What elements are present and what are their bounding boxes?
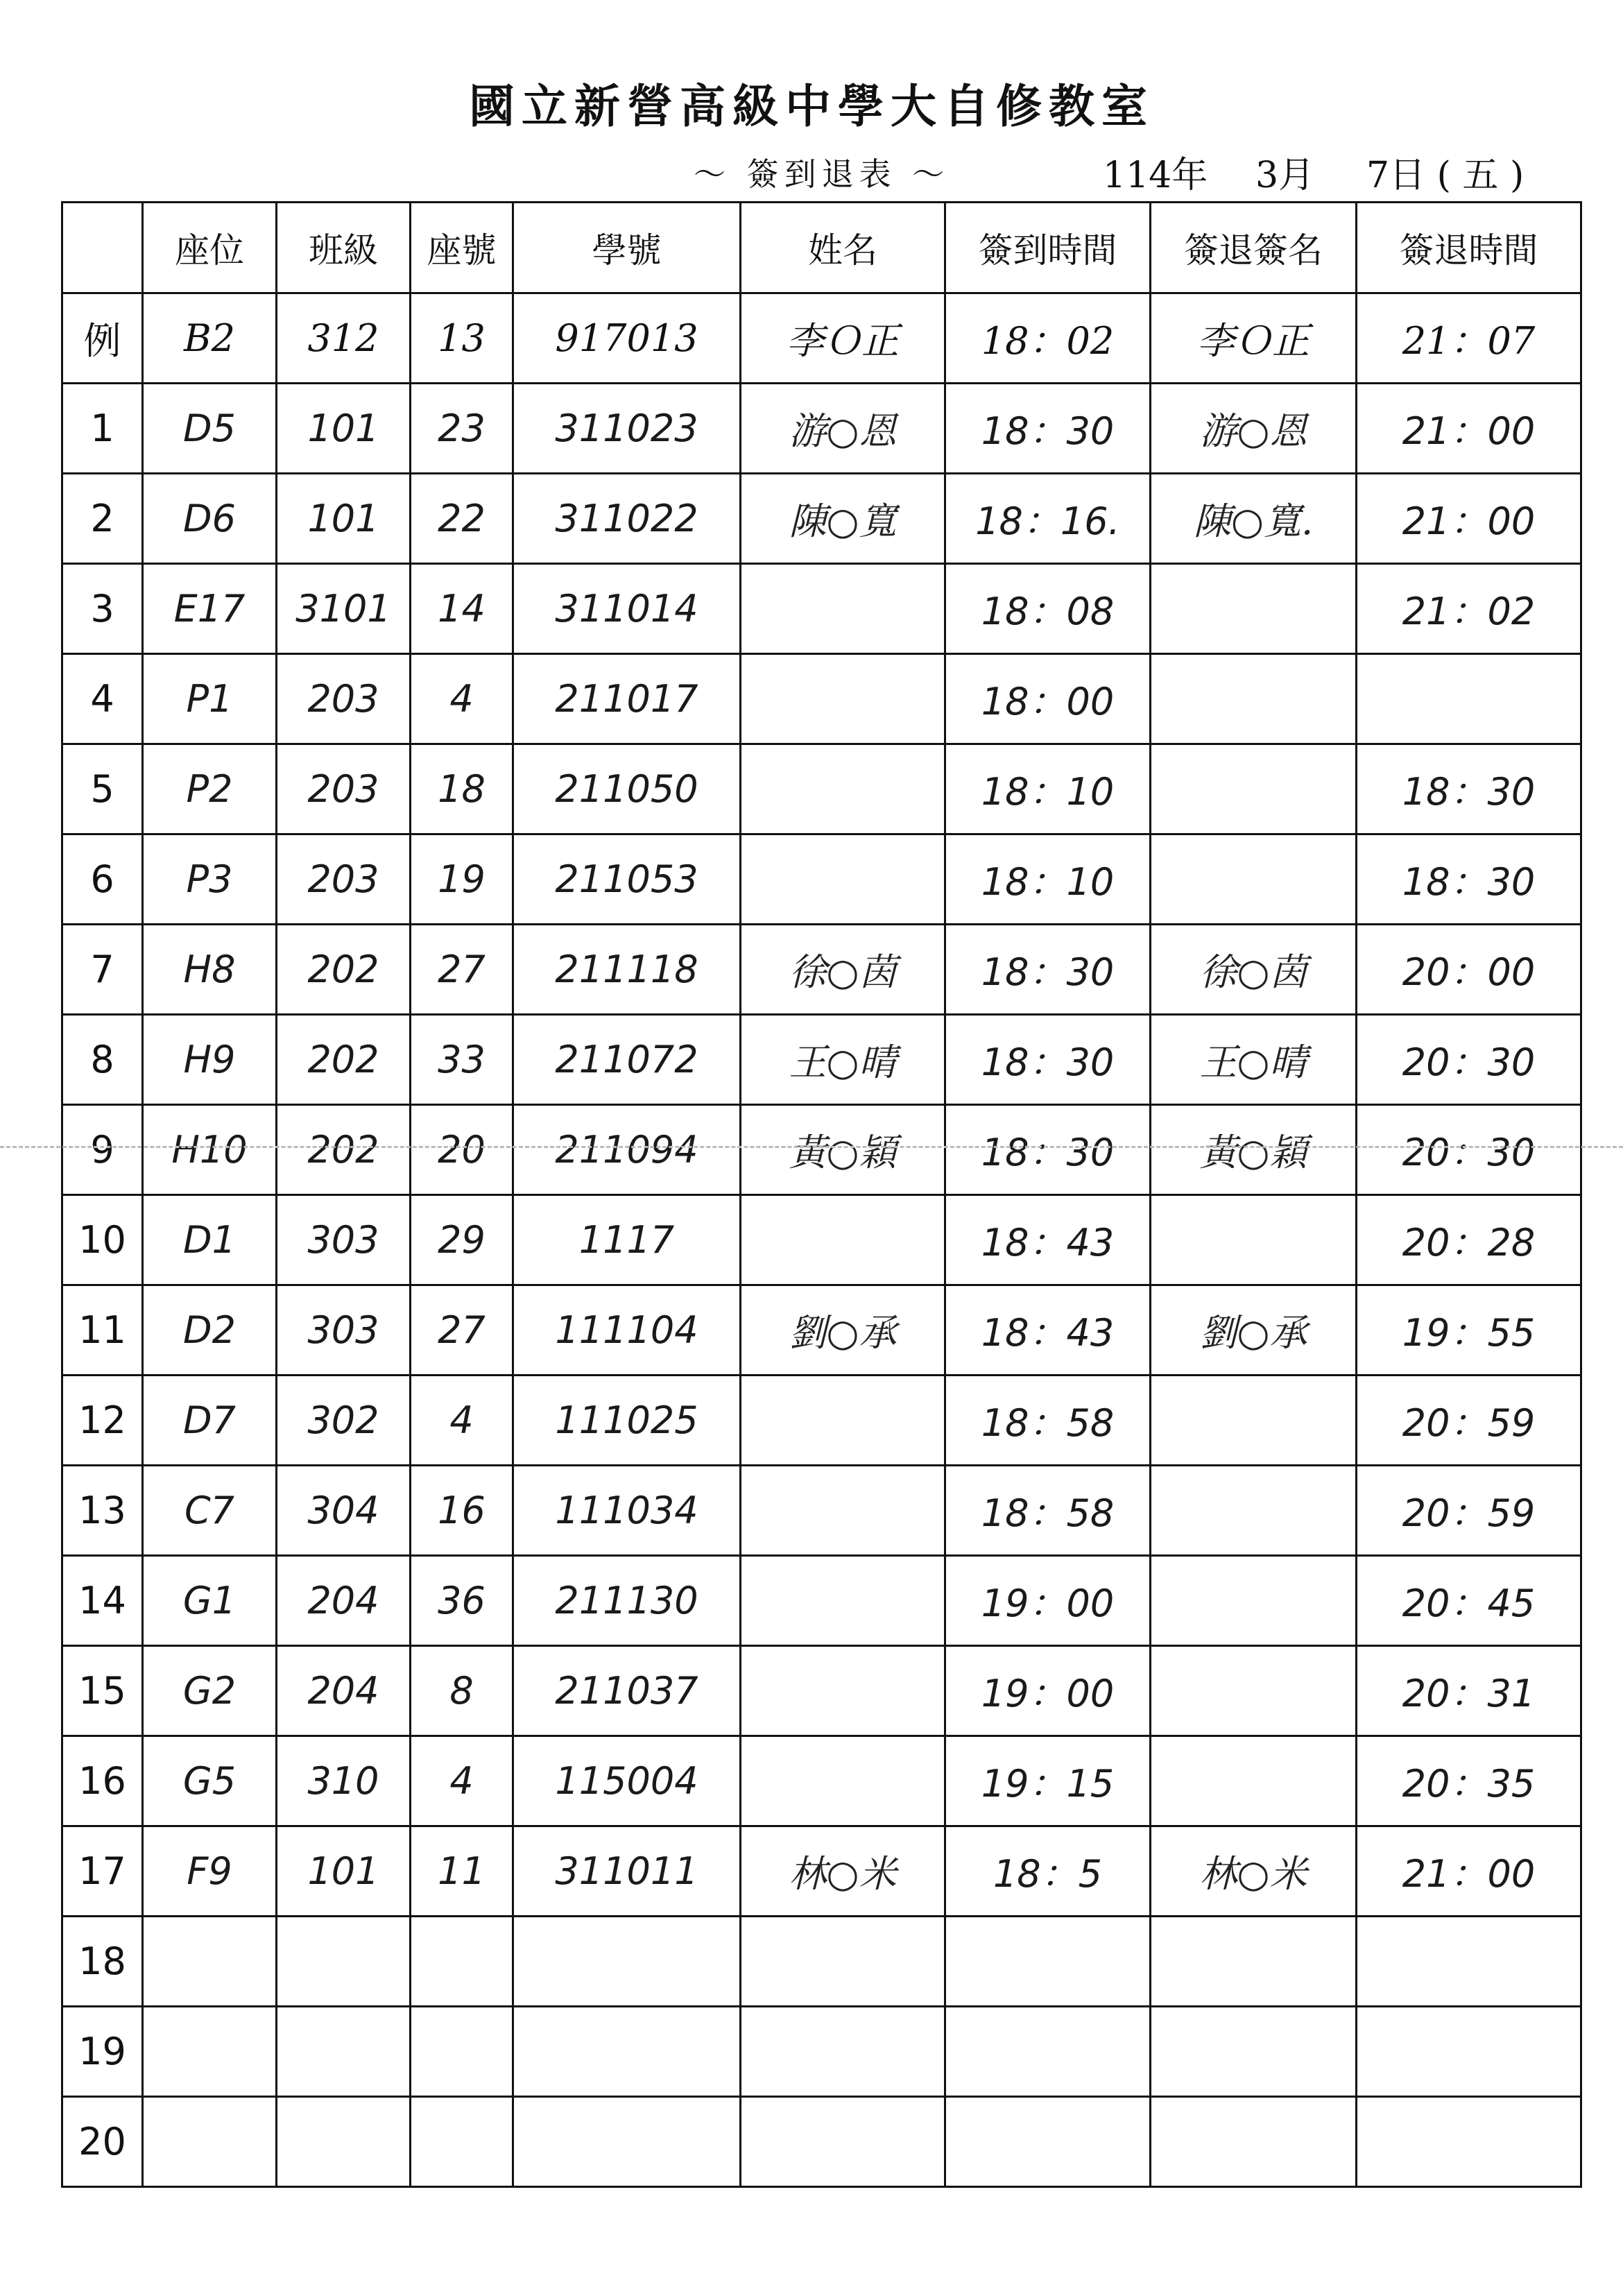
student-id-cell: 311023	[513, 384, 741, 474]
seat-cell: D7	[143, 1376, 277, 1466]
student-id-cell: 211072	[513, 1015, 741, 1105]
student-id-cell: 111025	[513, 1376, 741, 1466]
out-time-cell: 20：00	[1357, 925, 1581, 1015]
row-number: 1	[62, 384, 143, 474]
out-time-cell: 18：30	[1357, 834, 1581, 925]
out-sign-cell	[1151, 564, 1357, 654]
row-number: 16	[62, 1736, 143, 1826]
student-id-cell: 211094	[513, 1105, 741, 1195]
out-time-cell: 18：30	[1357, 744, 1581, 834]
class-cell: 303	[277, 1285, 411, 1376]
seat-cell: H8	[143, 925, 277, 1015]
table-row	[62, 564, 1581, 654]
class-cell: 204	[277, 1556, 411, 1646]
seat-no-cell: 4	[411, 1736, 513, 1826]
out-time-cell: 20：35	[1357, 1736, 1581, 1826]
row-number: 11	[62, 1285, 143, 1376]
class-cell: 303	[277, 1195, 411, 1285]
class-cell: 202	[277, 1105, 411, 1195]
seat-no-cell: 22	[411, 474, 513, 564]
col-header-out-time: 簽退時間	[1357, 203, 1581, 293]
attendance-table	[61, 201, 1582, 2188]
table-row	[62, 2007, 1581, 2097]
class-cell: 304	[277, 1466, 411, 1556]
class-cell: 203	[277, 744, 411, 834]
name-cell	[741, 744, 945, 834]
in-time-cell: 18：43	[945, 1285, 1151, 1376]
row-number: 7	[62, 925, 143, 1015]
row-number: 13	[62, 1466, 143, 1556]
seat-cell: P1	[143, 654, 277, 744]
row-number: 15	[62, 1646, 143, 1736]
out-time-cell: 20：59	[1357, 1466, 1581, 1556]
col-header-seat: 座位	[143, 203, 277, 293]
seat-no-cell: 27	[411, 1285, 513, 1376]
seat-no-cell	[411, 1917, 513, 2007]
name-cell	[741, 1376, 945, 1466]
date-month: 3月	[1255, 155, 1315, 196]
out-time-cell: 20：59	[1357, 1376, 1581, 1466]
class-cell: 101	[277, 1826, 411, 1917]
seat-no-cell: 13	[411, 293, 513, 384]
table-row	[62, 1917, 1581, 2007]
seat-cell: P3	[143, 834, 277, 925]
table-row	[62, 834, 1581, 925]
seat-cell: D5	[143, 384, 277, 474]
out-sign-cell	[1151, 1917, 1357, 2007]
name-cell: 李Ｏ正	[741, 293, 945, 384]
date-day: 7日 ( 五 )	[1366, 155, 1525, 196]
seat-no-cell: 4	[411, 1376, 513, 1466]
seat-cell	[143, 1917, 277, 2007]
seat-cell: G5	[143, 1736, 277, 1826]
student-id-cell: 311011	[513, 1826, 741, 1917]
class-cell	[277, 2097, 411, 2187]
out-sign-cell	[1151, 2097, 1357, 2187]
seat-no-cell: 33	[411, 1015, 513, 1105]
table-row	[62, 1466, 1581, 1556]
table-row	[62, 1826, 1581, 1917]
seat-no-cell: 36	[411, 1556, 513, 1646]
student-id-cell: 211017	[513, 654, 741, 744]
out-time-cell: 19：55	[1357, 1285, 1581, 1376]
out-sign-cell: 王○晴	[1151, 1015, 1357, 1105]
row-number: 例	[62, 293, 143, 384]
col-header-out-sign: 簽退簽名	[1151, 203, 1357, 293]
name-cell: 黃○穎	[741, 1105, 945, 1195]
seat-cell: P2	[143, 744, 277, 834]
in-time-cell: 18：10	[945, 834, 1151, 925]
seat-cell	[143, 2007, 277, 2097]
seat-no-cell: 16	[411, 1466, 513, 1556]
out-sign-cell	[1151, 1646, 1357, 1736]
name-cell	[741, 1646, 945, 1736]
out-time-cell	[1357, 654, 1581, 744]
out-time-cell	[1357, 2007, 1581, 2097]
out-sign-cell: 徐○茵	[1151, 925, 1357, 1015]
table-row	[62, 474, 1581, 564]
in-time-cell	[945, 2097, 1151, 2187]
class-cell	[277, 2007, 411, 2097]
name-cell: 游○恩	[741, 384, 945, 474]
out-time-cell	[1357, 2097, 1581, 2187]
row-number: 20	[62, 2097, 143, 2187]
student-id-cell	[513, 1917, 741, 2007]
name-cell	[741, 1195, 945, 1285]
seat-no-cell: 11	[411, 1826, 513, 1917]
seat-cell: B2	[143, 293, 277, 384]
table-row	[62, 1105, 1581, 1195]
in-time-cell	[945, 2007, 1151, 2097]
student-id-cell: 115004	[513, 1736, 741, 1826]
in-time-cell: 19：00	[945, 1646, 1151, 1736]
seat-no-cell: 19	[411, 834, 513, 925]
class-cell: 302	[277, 1376, 411, 1466]
class-cell: 3101	[277, 564, 411, 654]
table-row	[62, 744, 1581, 834]
in-time-cell	[945, 1917, 1151, 2007]
name-cell	[741, 834, 945, 925]
row-number: 9	[62, 1105, 143, 1195]
sheet-subtitle: ～ 簽到退表 ～	[694, 155, 950, 193]
seat-cell: H10	[143, 1105, 277, 1195]
in-time-cell: 18：43	[945, 1195, 1151, 1285]
student-id-cell: 311022	[513, 474, 741, 564]
row-number: 4	[62, 654, 143, 744]
name-cell	[741, 2097, 945, 2187]
seat-no-cell: 18	[411, 744, 513, 834]
name-cell: 王○晴	[741, 1015, 945, 1105]
table-row	[62, 1646, 1581, 1736]
header-row	[62, 203, 1581, 293]
class-cell	[277, 1917, 411, 2007]
col-header-student-id: 學號	[513, 203, 741, 293]
row-number: 3	[62, 564, 143, 654]
student-id-cell: 111034	[513, 1466, 741, 1556]
class-cell: 101	[277, 474, 411, 564]
row-number: 5	[62, 744, 143, 834]
seat-cell: F9	[143, 1826, 277, 1917]
out-sign-cell	[1151, 1466, 1357, 1556]
table-row	[62, 654, 1581, 744]
student-id-cell: 211130	[513, 1556, 741, 1646]
student-id-cell	[513, 2007, 741, 2097]
example-row	[62, 293, 1581, 384]
out-sign-cell	[1151, 1195, 1357, 1285]
seat-no-cell: 23	[411, 384, 513, 474]
seat-cell: D6	[143, 474, 277, 564]
date-year: 114年	[1103, 155, 1208, 196]
in-time-cell: 18：58	[945, 1466, 1151, 1556]
out-sign-cell	[1151, 654, 1357, 744]
out-time-cell: 20：30	[1357, 1015, 1581, 1105]
out-sign-cell: 李Ｏ正	[1151, 293, 1357, 384]
out-sign-cell	[1151, 1556, 1357, 1646]
in-time-cell: 18：30	[945, 1105, 1151, 1195]
class-cell: 202	[277, 925, 411, 1015]
table-row	[62, 1195, 1581, 1285]
row-number: 12	[62, 1376, 143, 1466]
row-number: 10	[62, 1195, 143, 1285]
table-row	[62, 1015, 1581, 1105]
row-number: 8	[62, 1015, 143, 1105]
out-sign-cell	[1151, 1736, 1357, 1826]
class-cell: 203	[277, 654, 411, 744]
name-cell	[741, 2007, 945, 2097]
name-cell	[741, 1466, 945, 1556]
name-cell	[741, 1917, 945, 2007]
col-header-name: 姓名	[741, 203, 945, 293]
student-id-cell	[513, 2097, 741, 2187]
in-time-cell: 18：30	[945, 925, 1151, 1015]
class-cell: 204	[277, 1646, 411, 1736]
name-cell: 劉○承	[741, 1285, 945, 1376]
in-time-cell: 18：5	[945, 1826, 1151, 1917]
student-id-cell: 1117	[513, 1195, 741, 1285]
student-id-cell: 111104	[513, 1285, 741, 1376]
name-cell: 陳○寬	[741, 474, 945, 564]
row-number: 6	[62, 834, 143, 925]
in-time-cell: 18：30	[945, 1015, 1151, 1105]
table-row	[62, 1376, 1581, 1466]
out-sign-cell: 劉○承	[1151, 1285, 1357, 1376]
out-sign-cell: 游○恩	[1151, 384, 1357, 474]
in-time-cell: 18：00	[945, 654, 1151, 744]
name-cell	[741, 654, 945, 744]
row-number: 19	[62, 2007, 143, 2097]
table-row	[62, 384, 1581, 474]
in-time-cell: 19：00	[945, 1556, 1151, 1646]
out-sign-cell: 林○米	[1151, 1826, 1357, 1917]
col-header-in-time: 簽到時間	[945, 203, 1151, 293]
col-header-seat-no: 座號	[411, 203, 513, 293]
out-time-cell: 20：30	[1357, 1105, 1581, 1195]
out-time-cell: 20：31	[1357, 1646, 1581, 1736]
in-time-cell: 18：02	[945, 293, 1151, 384]
table-row	[62, 1556, 1581, 1646]
student-id-cell: 211118	[513, 925, 741, 1015]
class-cell: 312	[277, 293, 411, 384]
out-time-cell: 20：28	[1357, 1195, 1581, 1285]
out-time-cell: 21：07	[1357, 293, 1581, 384]
seat-cell: G2	[143, 1646, 277, 1736]
seat-no-cell: 29	[411, 1195, 513, 1285]
row-number: 17	[62, 1826, 143, 1917]
out-time-cell: 21：02	[1357, 564, 1581, 654]
out-time-cell: 21：00	[1357, 384, 1581, 474]
col-header-no	[62, 203, 143, 293]
in-time-cell: 18：10	[945, 744, 1151, 834]
page-title: 國立新營高級中學大自修教室	[469, 79, 1154, 133]
table-row	[62, 1736, 1581, 1826]
row-number: 18	[62, 1917, 143, 2007]
student-id-cell: 917013	[513, 293, 741, 384]
out-sign-cell	[1151, 1376, 1357, 1466]
seat-cell: H9	[143, 1015, 277, 1105]
in-time-cell: 19：15	[945, 1736, 1151, 1826]
out-sign-cell: 黃○穎	[1151, 1105, 1357, 1195]
out-sign-cell	[1151, 2007, 1357, 2097]
in-time-cell: 18：16.	[945, 474, 1151, 564]
out-time-cell: 21：00	[1357, 1826, 1581, 1917]
seat-no-cell: 8	[411, 1646, 513, 1736]
out-time-cell: 20：45	[1357, 1556, 1581, 1646]
student-id-cell: 211050	[513, 744, 741, 834]
out-sign-cell	[1151, 834, 1357, 925]
seat-cell: C7	[143, 1466, 277, 1556]
class-cell: 101	[277, 384, 411, 474]
class-cell: 203	[277, 834, 411, 925]
student-id-cell: 311014	[513, 564, 741, 654]
name-cell	[741, 1736, 945, 1826]
seat-cell: E17	[143, 564, 277, 654]
table-row	[62, 1285, 1581, 1376]
seat-no-cell	[411, 2097, 513, 2187]
seat-cell: D2	[143, 1285, 277, 1376]
seat-no-cell	[411, 2007, 513, 2097]
seat-cell: G1	[143, 1556, 277, 1646]
class-cell: 310	[277, 1736, 411, 1826]
in-time-cell: 18：08	[945, 564, 1151, 654]
seat-no-cell: 27	[411, 925, 513, 1015]
name-cell: 徐○茵	[741, 925, 945, 1015]
table-row	[62, 2097, 1581, 2187]
student-id-cell: 211053	[513, 834, 741, 925]
seat-no-cell: 14	[411, 564, 513, 654]
out-sign-cell: 陳○寬.	[1151, 474, 1357, 564]
table-row	[62, 925, 1581, 1015]
in-time-cell: 18：58	[945, 1376, 1151, 1466]
name-cell	[741, 564, 945, 654]
out-time-cell	[1357, 1917, 1581, 2007]
row-number: 2	[62, 474, 143, 564]
fold-line	[0, 1146, 1623, 1148]
seat-no-cell: 20	[411, 1105, 513, 1195]
seat-no-cell: 4	[411, 654, 513, 744]
col-header-class: 班級	[277, 203, 411, 293]
out-time-cell: 21：00	[1357, 474, 1581, 564]
in-time-cell: 18：30	[945, 384, 1151, 474]
seat-cell	[143, 2097, 277, 2187]
out-sign-cell	[1151, 744, 1357, 834]
class-cell: 202	[277, 1015, 411, 1105]
name-cell	[741, 1556, 945, 1646]
row-number: 14	[62, 1556, 143, 1646]
seat-cell: D1	[143, 1195, 277, 1285]
name-cell: 林○米	[741, 1826, 945, 1917]
student-id-cell: 211037	[513, 1646, 741, 1736]
